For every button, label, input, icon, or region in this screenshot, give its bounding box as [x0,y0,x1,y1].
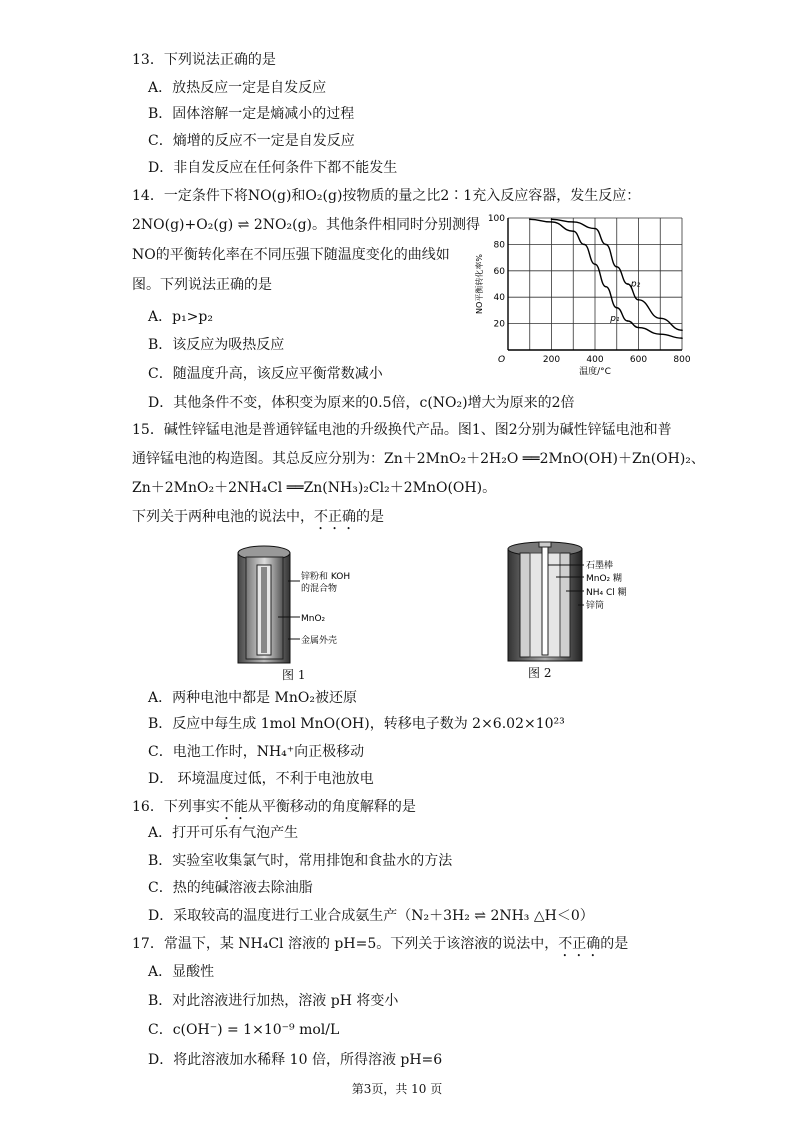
series-point-2 [616,266,618,268]
chart-labels [474,214,691,375]
series-point-1 [529,219,531,221]
q13-option-c: C．熵增的反应不一定是自发反应 [148,133,355,149]
fig2-label-graphite-rod: 石墨棒 [586,561,614,571]
q15-stem-line3: Zn＋2MnO₂＋2NH₄Cl ══Zn(NH₃)₂Cl₂＋2MnO(OH)。 [132,480,497,496]
q17-option-a: A．显酸性 [148,964,215,980]
x-axis-label: 温度/°C [579,367,611,375]
q15-stem-line1: 15．碱性锌锰电池是普通锌锰电池的升级换代产品。图1、图2分别为碱性锌锰电池和普 [132,422,672,438]
y-axis-label: NO平衡转化率% [475,254,484,314]
q16-stem: 16．下列事实不能从平衡移动的角度解释的是 [132,799,416,815]
fig1-label-metal-shell: 金属外壳 [301,636,338,646]
emphasis-cannot: 不能 [219,799,248,815]
q13-stem: 13．下列说法正确的是 [132,52,276,68]
y-tick-label: 100 [487,214,505,224]
q14-stem-line2: 2NO(g)+O₂(g) ⇌ 2NO₂(g)。其他条件相同时分别测得 [132,217,480,233]
x-tick-label: 400 [586,355,604,365]
series-point-1 [594,263,596,265]
series-point-1 [605,286,607,288]
series-point-1 [638,327,640,329]
q16-option-d: D．采取较高的温度进行工业合成氨生产（N₂＋3H₂ ⇌ 2NH₃ △H＜0） [148,908,594,924]
q13-option-d: D．非自发反应在任何条件下都不能发生 [148,160,398,176]
y-tick-label: 80 [493,240,505,251]
y-tick-label: 60 [493,266,505,277]
series-point-2 [638,299,640,301]
q13-option-b: B．固体溶解一定是熵减小的过程 [148,106,355,122]
y-tick-label: 40 [493,293,505,304]
chart-series [529,219,683,339]
figure-2-caption: 图 2 [528,666,552,680]
q15-stem-line2: 通锌锰电池的构造图。其总反应分别为：Zn＋2MnO₂＋2H₂O ══2MnO(OH)＋Zn(OH)₂、 [132,451,705,467]
q16-option-b: B．实验室收集氯气时，常用排饱和食盐水的方法 [148,853,453,869]
q13-option-a: A．放热反应一定是自发反应 [148,80,327,96]
q14-stem-line1: 14．一定条件下将NO(g)和O₂(g)按物质的量之比2∶1充入反应容器，发生反应： [132,188,641,204]
page-footer: 第3页，共 10 页 [351,1082,443,1096]
series-point-1 [583,244,585,246]
series-point-1 [681,337,683,339]
series-point-1 [551,221,553,223]
origin-label: O [498,355,506,365]
q17-option-d: D．将此溶液加水稀释 10 倍，所得溶液 pH=6 [148,1052,443,1068]
q14-stem-line4: 图。下列说法正确的是 [132,277,272,293]
series-point-1 [616,307,618,309]
emphasis-not-correct: 不正确 [558,936,601,952]
emphasis-not-correct: 不正确 [314,509,356,525]
q15-stem-line4: 下列关于两种电池的说法中，不正确的是 [132,509,384,525]
series-point-2 [681,329,683,331]
q15-option-c: C．电池工作时，NH₄⁺向正极移动 [148,744,365,760]
q16-option-c: C．热的纯碱溶液去除油脂 [148,880,313,896]
q17-stem: 17．常温下，某 NH₄Cl 溶液的 pH=5。下列关于该溶液的说法中，不正确的是 [132,936,629,952]
chart-grid [508,218,682,350]
figure-2-zinc-manganese-battery [500,535,660,670]
fig2-label-nh4cl-paste: NH₄ Cl 糊 [586,588,627,598]
series-line-1 [530,219,682,338]
q14-stem-line3: NO的平衡转化率在不同压强下随温度变化的曲线如 [132,247,450,263]
fig2-label-zinc-can: 锌筒 [586,601,605,611]
q14-option-a: A．p₁>p₂ [148,309,213,325]
q14-conversion-chart [470,210,700,375]
q15-option-b: B．反应中每生成 1mol MnO(OH)，转移电子数为 2×6.02×10²³ [148,716,565,732]
q14-option-d: D．其他条件不变，体积变为原来的0.5倍，c(NO₂)增大为原来的2倍 [148,395,575,411]
q14-option-c: C．随温度升高，该反应平衡常数减小 [148,366,383,382]
fig1-label-mixture: 的混合物 [301,584,338,594]
q17-option-b: B．对此溶液进行加热，溶液 pH 将变小 [148,993,399,1009]
x-tick-label: 200 [542,355,561,365]
series-point-2 [594,228,596,230]
series-label-p1: p₁ [610,313,620,324]
q14-option-b: B．该反应为吸热反应 [148,337,285,353]
series-point-1 [627,320,629,322]
fig1-label-zinc-koh: 锌粉和 KOH [301,572,351,582]
series-point-1 [572,230,574,232]
fig2-label-mno2-paste: MnO₂ 糊 [586,574,623,584]
series-point-2 [572,221,574,223]
q15-option-a: A．两种电池中都是 MnO₂被还原 [148,690,358,706]
x-tick-label: 600 [629,355,648,365]
series-point-2 [659,318,661,320]
q16-option-a: A．打开可乐有气泡产生 [148,825,299,841]
y-tick-label: 20 [493,319,505,330]
series-point-2 [605,244,607,246]
figure-1-caption: 图 1 [282,668,306,682]
series-point-2 [551,219,553,221]
q15-option-d: D． 环境温度过低，不利于电池放电 [148,771,374,787]
q17-option-c: C．c(OH⁻) = 1×10⁻⁹ mol/L [148,1022,340,1038]
series-point-2 [627,283,629,285]
figure-1-alkaline-battery [228,535,388,670]
fig1-label-mno2: MnO₂ [301,614,326,624]
series-label-p2: p₂ [630,279,641,290]
series-point-1 [659,333,661,335]
x-tick-label: 800 [673,355,691,365]
